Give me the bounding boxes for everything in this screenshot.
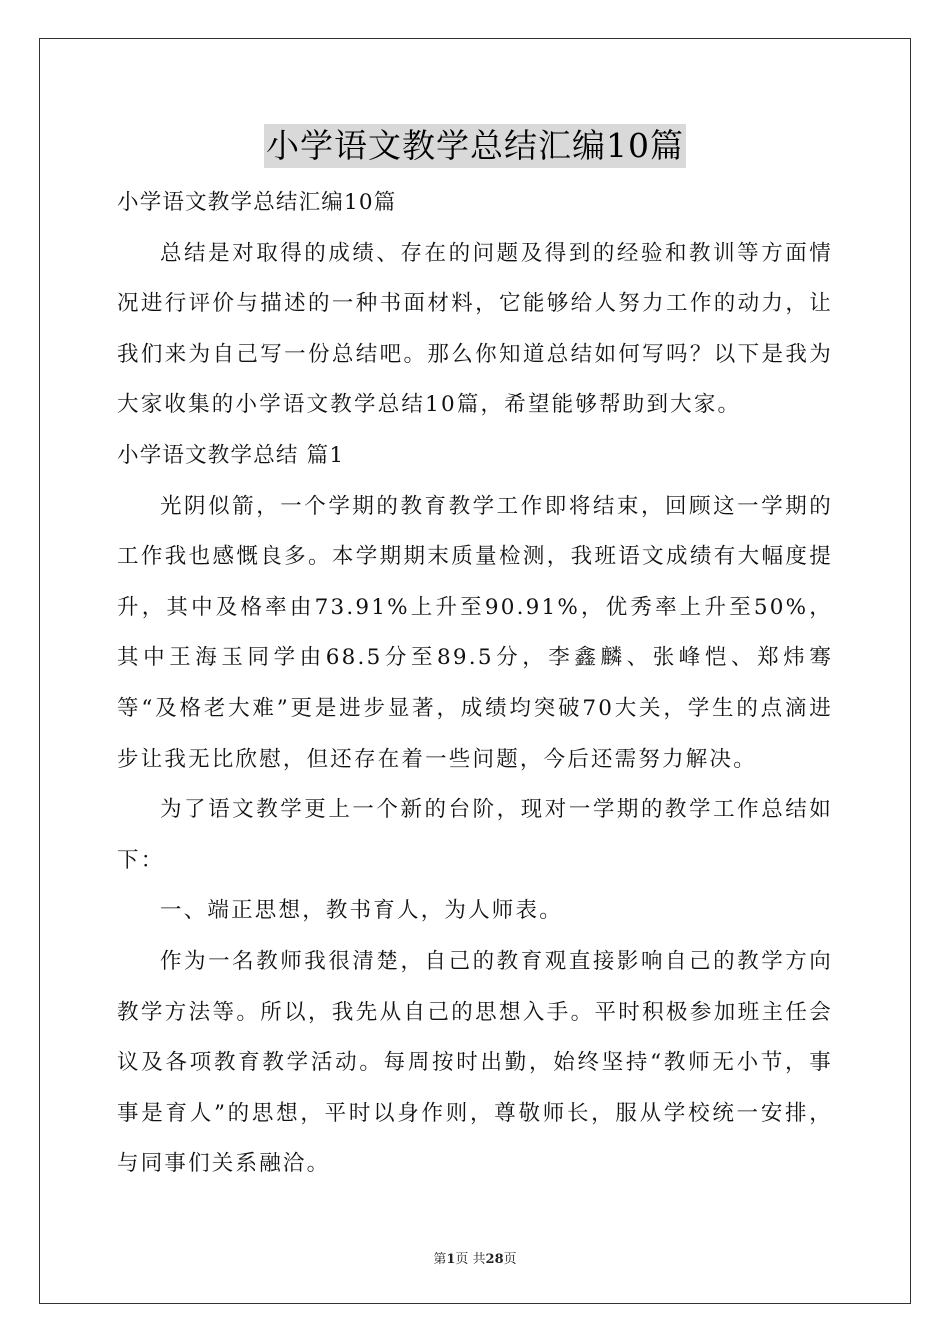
document-title: 小学语文教学总结汇编10篇 <box>264 124 686 168</box>
document-subtitle: 小学语文教学总结汇编10篇 <box>117 190 397 215</box>
document-body <box>117 178 833 1190</box>
page-suffix: 页 <box>503 1252 517 1267</box>
page-total: 28 <box>485 1252 504 1267</box>
page-footer <box>0 1248 950 1267</box>
page-mid: 页 共 <box>455 1252 486 1267</box>
paragraph-intro: 总结是对取得的成绩、存在的问题及得到的经验和教训等方面情况进行评价与描述的一种书面材料，它能够给人努力工作的动力，让我们来为自己写一份总结吧。那么你知道总结如何写吗？以下是我为大家收集的小学语文教学总结10篇，希望能够帮助到大家。 <box>117 240 833 418</box>
title-container <box>0 124 950 168</box>
page-prefix: 第 <box>433 1252 447 1267</box>
paragraph: 为了语文教学更上一个新的台阶，现对一学期的教学工作总结如下： <box>117 797 833 873</box>
paragraph: 作为一名教师我很清楚，自己的教育观直接影响自己的教学方向教学方法等。所以，我先从自己的思想入手。平时积极参加班主任会议及各项教育教学活动。每周按时出勤，始终坚持“教师无小节，事事是育人”的思想，平时以身作则，尊敬师长，服从学校统一安排，与同事们关系融洽。 <box>117 948 833 1177</box>
paragraph: 光阴似箭，一个学期的教育教学工作即将结束，回顾这一学期的工作我也感慨良多。本学期期末质量检测，我班语文成绩有大幅度提升，其中及格率由73.91%上升至90.91%，优秀率上升至50%，其中王海玉同学由68.5分至89.5分，李鑫麟、张峰恺、郑炜骞等“及格老大难”更是进步显著，成绩均突破70大关，学生的点滴进步让我无比欣慰，但还存在着一些问题，今后还需努力解决。 <box>117 493 833 772</box>
section-heading: 小学语文教学总结 篇1 <box>117 442 345 468</box>
page-current: 1 <box>446 1252 456 1267</box>
subsection-heading: 一、端正思想，教书育人，为人师表。 <box>160 898 563 924</box>
